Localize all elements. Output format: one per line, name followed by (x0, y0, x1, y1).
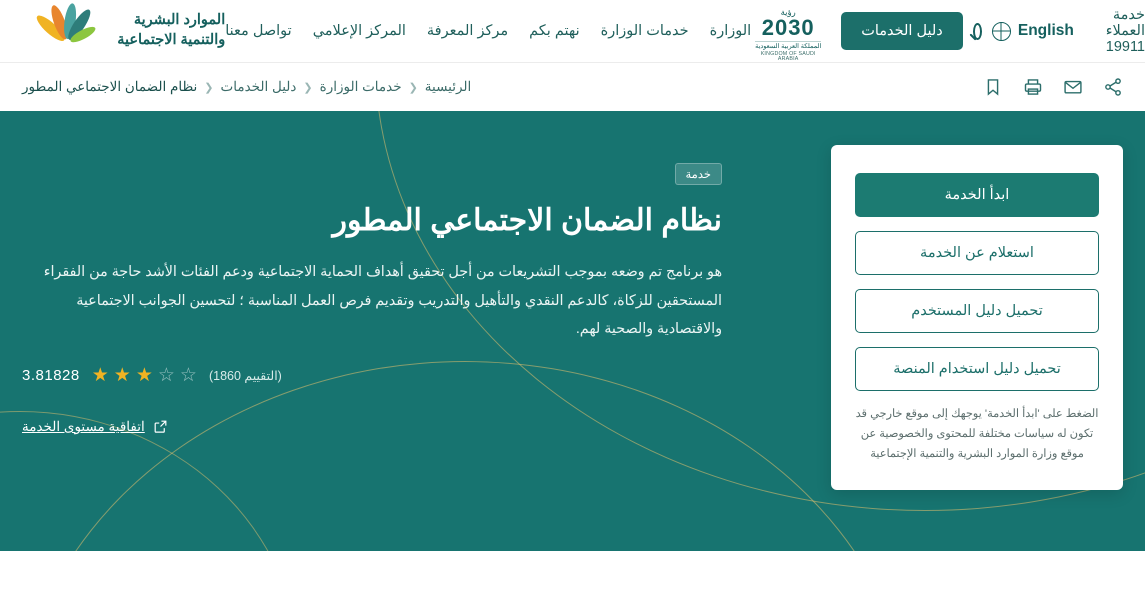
status-badge: خدمة (675, 163, 722, 185)
breadcrumb-toolbar-row (0, 62, 1145, 111)
service-hero-section (0, 111, 1145, 551)
service-inquiry-button[interactable]: استعلام عن الخدمة (855, 231, 1099, 275)
language-switcher[interactable] (992, 22, 1074, 41)
service-info (22, 111, 722, 435)
page-title: نظام الضمان الاجتماعي المطور (332, 204, 722, 237)
breadcrumb-separator-icon: ❮ (408, 81, 418, 94)
star-5[interactable]: ☆ (179, 364, 197, 386)
email-icon[interactable] (1063, 77, 1083, 97)
organization-name-line-1: الموارد البشرية (133, 12, 226, 29)
nav-contact-us[interactable]: تواصل معنا (225, 23, 292, 39)
sla-link[interactable]: اتفاقية مستوى الخدمة (22, 418, 145, 434)
top-navigation-bar (0, 0, 1145, 62)
vision-subtitle-en: KINGDOM OF SAUDI ARABIA (760, 50, 816, 63)
rating-count: (التقييم 1860) (208, 368, 282, 383)
main-nav (225, 23, 751, 39)
nav-media-center[interactable]: المركز الإعلامي (312, 23, 406, 39)
rating-row (22, 366, 722, 385)
breadcrumb-separator-icon: ❮ (204, 81, 214, 94)
vision-subtitle: المملكة العربية السعودية (755, 43, 822, 51)
breadcrumb-separator-icon: ❮ (303, 81, 313, 94)
header-utility-group (751, 7, 1145, 63)
external-site-notice: الضغط على 'ابدأ الخدمة' يوجهك إلى موقع خارجي قد تكون له سياسات مختلفة للمحتوى والخصوصية عن موقع وزارة الموارد البشرية والتنمية الإجتماعية (855, 408, 1099, 460)
sla-link-row[interactable] (22, 419, 722, 435)
customer-care-link[interactable]: خدمة العملاء 19911 (1105, 7, 1145, 55)
nav-we-care[interactable]: نهتم بكم (529, 23, 580, 39)
print-icon[interactable] (1023, 77, 1043, 97)
page-tools (983, 77, 1123, 97)
share-icon[interactable] (1103, 77, 1123, 97)
star-2[interactable]: ★ (113, 364, 131, 386)
breadcrumb (22, 79, 471, 95)
bookmark-icon[interactable] (983, 77, 1003, 97)
flower-logo-svg (33, 3, 103, 59)
star-1[interactable]: ★ (91, 364, 109, 386)
rating-value: 3.81828 (22, 366, 80, 384)
service-actions-card (831, 145, 1123, 490)
breadcrumb-ministry-services[interactable]: خدمات الوزارة (319, 79, 402, 94)
download-platform-guide-button[interactable]: تحميل دليل استخدام المنصة (855, 347, 1099, 391)
breadcrumb-current: نظام الضمان الاجتماعي المطور (22, 79, 198, 94)
globe-icon (992, 22, 1011, 41)
star-4[interactable]: ☆ (157, 364, 175, 386)
services-guide-button[interactable]: دليل الخدمات (841, 12, 963, 50)
vision-2030-logo-icon (751, 7, 825, 63)
vision-divider (755, 41, 821, 42)
page-bottom-strip (0, 551, 1145, 592)
nav-ministry[interactable]: الوزارة (709, 23, 752, 39)
ministry-flower-logo-icon (33, 3, 103, 59)
hero-content (0, 111, 1145, 551)
download-user-guide-button[interactable]: تحميل دليل المستخدم (855, 289, 1099, 333)
external-link-icon (153, 419, 168, 434)
breadcrumb-services-guide[interactable]: دليل الخدمات (220, 79, 297, 94)
brand-logo-group[interactable] (19, 3, 225, 59)
service-description: هو برنامج تم وضعه بموجب التشريعات من أجل تحقيق أهداف الحماية الاجتماعية ودعم الفئات الأشد حاجة من الفقراء المستحقين للزكاة، كالدعم النقدي والتأهيل والتدريب وتقديم فرص العمل المناسبة ؛ لتحسين الجوانب الاجتماعية والاقتصادية والصحية لهم. (43, 264, 722, 338)
nav-knowledge-center[interactable]: مركز المعرفة (426, 23, 509, 39)
breadcrumb-home[interactable]: الرئيسية (424, 79, 472, 94)
rating-stars[interactable] (92, 366, 197, 385)
organization-name (117, 11, 225, 50)
organization-name-line-2: والتنمية الاجتماعية (117, 32, 226, 48)
search-icon[interactable] (973, 23, 982, 40)
start-service-button[interactable]: ابدأ الخدمة (855, 173, 1099, 217)
nav-ministry-services[interactable]: خدمات الوزارة (600, 23, 689, 39)
vision-top-label: رؤية (780, 7, 796, 17)
language-label: English (1017, 22, 1074, 39)
star-3[interactable]: ★ (135, 364, 153, 386)
vision-number: 2030 (761, 14, 815, 40)
